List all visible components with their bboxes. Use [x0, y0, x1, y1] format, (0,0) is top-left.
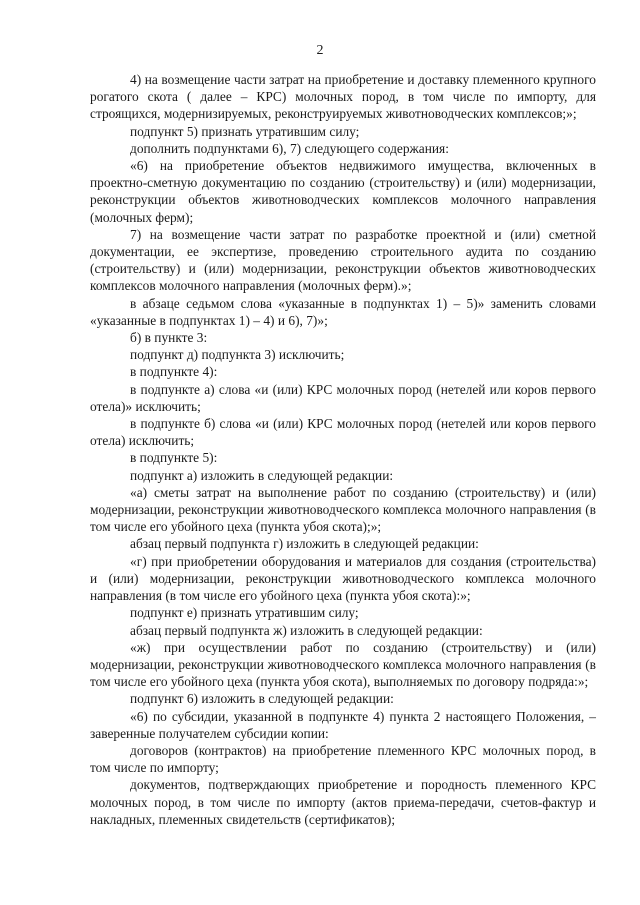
page-number: 2 — [316, 43, 324, 58]
paragraph: подпункт а) изложить в следующей редакции: — [130, 467, 394, 483]
paragraph: подпункт 5) признать утратившим силу; — [130, 123, 360, 139]
paragraph: договоров (контрактов) на приобретение племенного КРС молочных пород, в том числе по импорту; — [90, 742, 596, 776]
paragraph: «г) при приобретении оборудования и материалов для создания (строительства) и (или) модернизации, реконструкции животноводческого комплекса молочного направления (в том числе его убойного цеха (пункта убоя скота):»; — [90, 553, 596, 604]
paragraph: б) в пункте 3: — [130, 330, 208, 346]
paragraph: в подпункте б) слова «и (или) КРС молочных пород (нетелей или коров первого отела) исключить; — [90, 416, 596, 449]
paragraph: 4) на возмещение части затрат на приобретение и доставку племенного крупного рогатого скота ( далее – КРС) молочных пород, в том числе по импорту, для строящихся, модернизируемых, реконструируемых животноводческих комплексов;»; — [90, 72, 596, 122]
paragraph: в подпункте 4): — [130, 364, 218, 380]
paragraph: абзац первый подпункта ж) изложить в следующей редакции: — [130, 622, 483, 638]
paragraph: подпункт д) подпункта 3) исключить; — [130, 347, 345, 363]
document-body — [90, 71, 596, 828]
paragraph: «6) по субсидии, указанной в подпункте 4) пункта 2 настоящего Положения, – заверенные получателем субсидии копии: — [90, 708, 596, 741]
paragraph: подпункт е) признать утратившим силу; — [130, 605, 359, 621]
paragraph: абзац первый подпункта г) изложить в следующей редакции: — [130, 536, 479, 552]
paragraph: «6) на приобретение объектов недвижимого имущества, включенных в проектно-сметную документацию по созданию (строительству) и (или) модернизации, реконструкции объектов животноводческих комплексов молочного направления (молочных ферм); — [90, 158, 596, 225]
paragraph: «а) сметы затрат на выполнение работ по созданию (строительству) и (или) модернизации, реконструкции животноводческого комплекса молочного направления (в том числе его убойного цеха (пункта убоя скота);»; — [90, 484, 596, 535]
paragraph: подпункт 6) изложить в следующей редакции: — [130, 691, 394, 707]
paragraph: «ж) при осуществлении работ по созданию (строительству) и (или) модернизации, реконструкции животноводческого комплекса молочного направления (в том числе его убойного цеха (пункта убоя скота), выполняемых по договору подряда:»; — [90, 639, 596, 690]
paragraph: документов, подтверждающих приобретение и породность племенного КРС молочных пород, в том числе по импорту (актов приема-передачи, счетов-фактур и накладных, племенных свидетельств (сертификатов); — [90, 777, 596, 827]
paragraph: дополнить подпунктами 6), 7) следующего содержания: — [130, 140, 449, 156]
paragraph: в подпункте 5): — [130, 450, 218, 466]
paragraph: в абзаце седьмом слова «указанные в подпунктах 1) – 5)» заменить словами «указанные в подпунктах 1) – 4) и 6), 7)»; — [90, 295, 596, 328]
paragraph: в подпункте а) слова «и (или) КРС молочных пород (нетелей или коров первого отела)» исключить; — [90, 381, 596, 414]
paragraph: 7) на возмещение части затрат по разработке проектной и (или) сметной документации, ее экспертизе, проведению строительного аудита по созданию (строительству) и (или) модернизации, реконструкции объектов животноводческих комплексов молочного направления (молочных ферм).»; — [90, 226, 596, 294]
